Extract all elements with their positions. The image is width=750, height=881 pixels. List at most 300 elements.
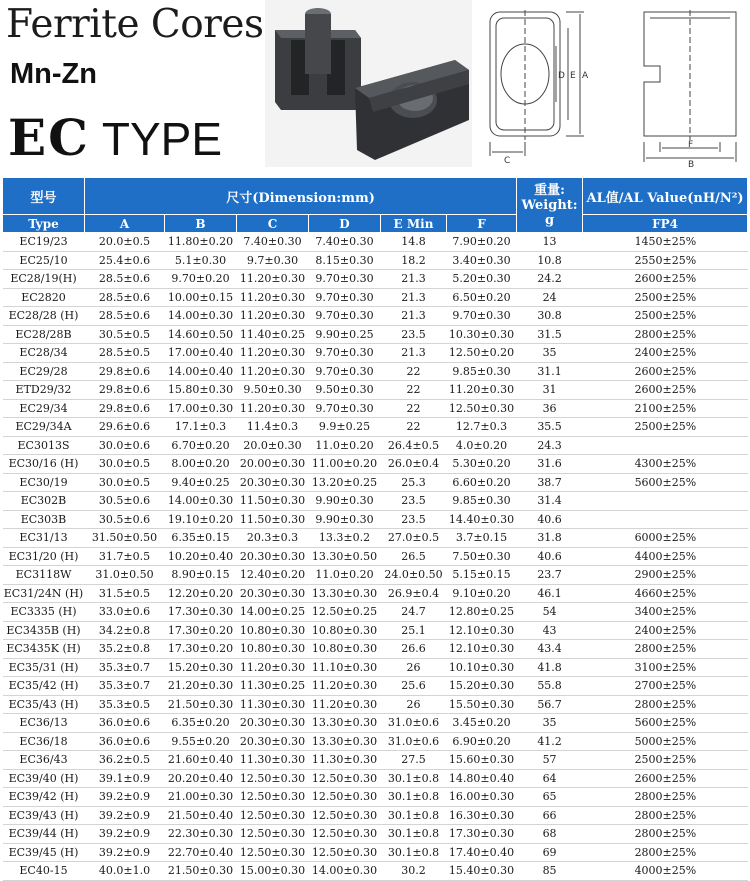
cell-d: 13.30±0.30 [309,714,381,733]
table-row [3,529,748,548]
cell-weight: 54 [517,603,583,622]
cell-type: EC31/13 [3,529,85,548]
cell-b: 21.50±0.40 [165,806,237,825]
cell-a: 36.2±0.5 [85,751,165,770]
cell-weight: 31.8 [517,529,583,548]
cell-e-min: 23.5 [381,510,447,529]
cell-e-min: 23.5 [381,325,447,344]
cell-c: 12.50±0.30 [237,825,309,844]
cell-type: EC3335 (H) [3,603,85,622]
cell-f: 15.20±0.30 [447,677,517,696]
cell-type: EC35/43 (H) [3,695,85,714]
cell-al-value: 2600±25% [583,769,748,788]
cell-weight: 56.7 [517,695,583,714]
cell-type: EC28/34 [3,344,85,363]
table-row [3,325,748,344]
cell-a: 30.0±0.6 [85,436,165,455]
cell-d: 11.10±0.30 [309,658,381,677]
cell-weight: 35 [517,714,583,733]
cell-e-min: 26.5 [381,547,447,566]
cell-weight: 40.6 [517,547,583,566]
cell-f: 15.40±0.30 [447,862,517,881]
header-weight: 重量: Weight: g [517,178,583,233]
cell-al-value: 5600±25% [583,714,748,733]
cell-type: EC39/43 (H) [3,806,85,825]
table-row [3,492,748,511]
cell-f: 5.30±0.20 [447,455,517,474]
dim-label-b: B [688,160,695,168]
cell-d: 9.90±0.30 [309,510,381,529]
cell-type: EC303B [3,510,85,529]
cell-b: 8.90±0.15 [165,566,237,585]
cell-al-value [583,436,748,455]
cell-a: 30.5±0.6 [85,510,165,529]
cell-weight: 24 [517,288,583,307]
cell-f: 7.50±0.30 [447,547,517,566]
table-row [3,547,748,566]
cell-a: 29.8±0.6 [85,362,165,381]
table-row [3,862,748,881]
table-row [3,640,748,659]
cell-type: EC3435B (H) [3,621,85,640]
cell-b: 21.00±0.30 [165,788,237,807]
cell-type: EC2820 [3,288,85,307]
cell-e-min: 27.0±0.5 [381,529,447,548]
cell-b: 20.20±0.40 [165,769,237,788]
cell-d: 9.70±0.30 [309,362,381,381]
cell-type: EC25/10 [3,251,85,270]
cell-e-min: 21.3 [381,344,447,363]
core-type-word: TYPE [101,113,223,165]
cell-f: 12.80±0.25 [447,603,517,622]
cell-b: 14.00±0.40 [165,362,237,381]
cell-al-value: 2800±25% [583,640,748,659]
col-header-c: C [237,215,309,233]
core-type-code: EC [8,108,90,167]
cell-e-min: 30.2 [381,862,447,881]
cell-f: 17.40±0.40 [447,843,517,862]
cell-al-value: 4300±25% [583,455,748,474]
cell-al-value: 5600±25% [583,473,748,492]
table-row [3,769,748,788]
table-row [3,584,748,603]
cell-weight: 55.8 [517,677,583,696]
front-view-drawing [482,6,594,168]
col-header-f: F [447,215,517,233]
cell-c: 12.50±0.30 [237,806,309,825]
cell-a: 30.5±0.6 [85,492,165,511]
cell-al-value: 2500±25% [583,307,748,326]
cell-d: 9.70±0.30 [309,288,381,307]
cell-type: EC40-15 [3,862,85,881]
dim-label-d: D [558,71,565,81]
cell-f: 10.10±0.30 [447,658,517,677]
cell-c: 20.30±0.30 [237,714,309,733]
cell-f: 6.50±0.20 [447,288,517,307]
cell-a: 29.8±0.6 [85,381,165,400]
cell-a: 31.50±0.50 [85,529,165,548]
table-row [3,603,748,622]
cell-c: 7.40±0.30 [237,233,309,252]
cell-b: 10.20±0.40 [165,547,237,566]
cell-weight: 10.8 [517,251,583,270]
cell-type: EC29/34A [3,418,85,437]
cell-type: EC29/34 [3,399,85,418]
cell-f: 7.90±0.20 [447,233,517,252]
cell-b: 17.30±0.20 [165,621,237,640]
cell-a: 30.5±0.5 [85,325,165,344]
cell-e-min: 30.1±0.8 [381,788,447,807]
cell-f: 9.70±0.30 [447,307,517,326]
cell-e-min: 26.4±0.5 [381,436,447,455]
table-row [3,806,748,825]
cell-al-value: 2800±25% [583,325,748,344]
cell-d: 10.80±0.30 [309,640,381,659]
cell-a: 39.2±0.9 [85,788,165,807]
cell-c: 20.30±0.30 [237,584,309,603]
header-dimension: 尺寸(Dimension:mm) [85,178,517,215]
cell-c: 10.80±0.30 [237,640,309,659]
cell-c: 11.40±0.25 [237,325,309,344]
cell-b: 10.00±0.15 [165,288,237,307]
cell-a: 39.2±0.9 [85,843,165,862]
cell-al-value: 2100±25% [583,399,748,418]
cell-e-min: 21.3 [381,288,447,307]
cell-c: 11.30±0.30 [237,695,309,714]
cell-type: EC39/40 (H) [3,769,85,788]
cell-d: 12.50±0.25 [309,603,381,622]
cell-a: 31.0±0.50 [85,566,165,585]
cell-f: 15.60±0.30 [447,751,517,770]
col-header-d: D [309,215,381,233]
cell-weight: 43 [517,621,583,640]
cell-e-min: 21.3 [381,270,447,289]
cell-f: 3.7±0.15 [447,529,517,548]
cell-f: 12.10±0.30 [447,640,517,659]
cell-a: 28.5±0.6 [85,288,165,307]
cell-b: 17.00±0.30 [165,399,237,418]
cell-al-value [583,492,748,511]
cell-f: 15.50±0.30 [447,695,517,714]
cell-a: 31.5±0.5 [85,584,165,603]
cell-al-value: 2900±25% [583,566,748,585]
cell-f: 16.00±0.30 [447,788,517,807]
cell-e-min: 26 [381,695,447,714]
cell-weight: 40.6 [517,510,583,529]
cell-c: 11.50±0.30 [237,510,309,529]
table-row [3,455,748,474]
cell-f: 11.20±0.30 [447,381,517,400]
cell-d: 12.50±0.30 [309,843,381,862]
cell-weight: 85 [517,862,583,881]
cell-e-min: 26 [381,658,447,677]
cell-a: 36.0±0.6 [85,714,165,733]
cell-weight: 31.6 [517,455,583,474]
cell-weight: 57 [517,751,583,770]
cell-f: 9.85±0.30 [447,362,517,381]
cell-c: 12.40±0.20 [237,566,309,585]
cell-al-value: 2600±25% [583,270,748,289]
cell-type: EC39/42 (H) [3,788,85,807]
cell-a: 28.5±0.6 [85,270,165,289]
cell-e-min: 31.0±0.6 [381,714,447,733]
cell-a: 35.3±0.7 [85,677,165,696]
cell-e-min: 22 [381,399,447,418]
cell-d: 11.0±0.20 [309,436,381,455]
cell-d: 10.80±0.30 [309,621,381,640]
table-row [3,714,748,733]
cell-d: 14.00±0.30 [309,862,381,881]
dim-label-c: C [504,156,511,166]
cell-type: EC35/31 (H) [3,658,85,677]
table-row [3,399,748,418]
cell-type: EC19/23 [3,233,85,252]
cell-e-min: 27.5 [381,751,447,770]
cell-b: 8.00±0.20 [165,455,237,474]
cell-f: 12.7±0.3 [447,418,517,437]
cell-type: ETD29/32 [3,381,85,400]
cell-a: 29.8±0.6 [85,399,165,418]
cell-f: 6.90±0.20 [447,732,517,751]
table-row [3,362,748,381]
core-type-label [8,108,222,167]
col-header-fp4: FP4 [583,215,748,233]
cell-al-value: 3100±25% [583,658,748,677]
table-row [3,307,748,326]
cell-e-min: 23.5 [381,492,447,511]
cell-c: 11.20±0.30 [237,399,309,418]
cell-al-value: 2800±25% [583,695,748,714]
table-row [3,566,748,585]
cell-b: 9.40±0.25 [165,473,237,492]
cell-al-value: 3400±25% [583,603,748,622]
cell-weight: 64 [517,769,583,788]
cell-al-value: 2700±25% [583,677,748,696]
cell-b: 19.10±0.20 [165,510,237,529]
cell-d: 9.70±0.30 [309,307,381,326]
cell-al-value: 1450±25% [583,233,748,252]
cell-f: 12.50±0.30 [447,399,517,418]
dim-label-e: E [570,71,576,81]
cell-type: EC36/43 [3,751,85,770]
cell-type: EC302B [3,492,85,511]
cell-b: 22.30±0.30 [165,825,237,844]
cell-al-value: 2400±25% [583,621,748,640]
cell-c: 11.50±0.30 [237,492,309,511]
cell-c: 11.20±0.30 [237,270,309,289]
cell-f: 17.30±0.30 [447,825,517,844]
cell-e-min: 26.0±0.4 [381,455,447,474]
cell-d: 13.3±0.2 [309,529,381,548]
cell-al-value: 2400±25% [583,344,748,363]
cell-d: 8.15±0.30 [309,251,381,270]
material-label: Mn-Zn [10,58,97,90]
cell-d: 13.30±0.30 [309,732,381,751]
cell-c: 11.30±0.25 [237,677,309,696]
cell-type: EC36/13 [3,714,85,733]
cell-d: 9.70±0.30 [309,399,381,418]
ferrite-core-photo [265,0,472,167]
cell-d: 11.0±0.20 [309,566,381,585]
page-title: Ferrite Cores [6,2,264,47]
cell-a: 40.0±1.0 [85,862,165,881]
cell-e-min: 30.1±0.8 [381,825,447,844]
cell-c: 11.20±0.30 [237,344,309,363]
cell-d: 9.9±0.25 [309,418,381,437]
cell-c: 20.30±0.30 [237,732,309,751]
cell-f: 3.45±0.20 [447,714,517,733]
cell-weight: 24.3 [517,436,583,455]
cell-b: 9.55±0.20 [165,732,237,751]
cell-c: 11.20±0.30 [237,288,309,307]
cell-f: 5.20±0.30 [447,270,517,289]
cell-c: 11.20±0.30 [237,658,309,677]
cell-type: EC35/42 (H) [3,677,85,696]
cell-a: 28.5±0.6 [85,307,165,326]
cell-al-value: 2500±25% [583,288,748,307]
table-row [3,788,748,807]
cell-a: 29.6±0.6 [85,418,165,437]
cell-d: 9.50±0.30 [309,381,381,400]
page-header [0,0,750,176]
cell-weight: 31.1 [517,362,583,381]
cell-c: 12.50±0.30 [237,843,309,862]
cell-c: 15.00±0.30 [237,862,309,881]
table-row [3,436,748,455]
cell-c: 20.00±0.30 [237,455,309,474]
cell-al-value: 4000±25% [583,862,748,881]
cell-f: 9.85±0.30 [447,492,517,511]
cell-a: 39.1±0.9 [85,769,165,788]
cell-d: 11.20±0.30 [309,677,381,696]
cell-weight: 69 [517,843,583,862]
cell-d: 12.50±0.30 [309,806,381,825]
cell-weight: 46.1 [517,584,583,603]
cell-b: 14.00±0.30 [165,492,237,511]
cell-a: 36.0±0.6 [85,732,165,751]
cell-al-value [583,510,748,529]
table-row [3,843,748,862]
cell-f: 12.10±0.30 [447,621,517,640]
cell-a: 39.2±0.9 [85,806,165,825]
cell-al-value: 5000±25% [583,732,748,751]
cell-d: 13.20±0.25 [309,473,381,492]
cell-type: EC3013S [3,436,85,455]
cell-a: 35.3±0.5 [85,695,165,714]
cell-a: 34.2±0.8 [85,621,165,640]
cell-al-value: 2800±25% [583,806,748,825]
cell-c: 9.7±0.30 [237,251,309,270]
cell-f: 4.0±0.20 [447,436,517,455]
cell-e-min: 24.7 [381,603,447,622]
cell-b: 6.35±0.20 [165,714,237,733]
cell-e-min: 21.3 [381,307,447,326]
cell-d: 11.00±0.20 [309,455,381,474]
cell-b: 21.20±0.30 [165,677,237,696]
dim-label-f: F [688,140,694,150]
cell-c: 11.4±0.3 [237,418,309,437]
cell-d: 13.30±0.30 [309,584,381,603]
cell-b: 14.00±0.30 [165,307,237,326]
side-view-drawing [636,6,746,168]
cell-e-min: 30.1±0.8 [381,843,447,862]
cell-type: EC28/28 (H) [3,307,85,326]
cell-b: 17.30±0.30 [165,603,237,622]
cell-c: 11.20±0.30 [237,362,309,381]
spec-table [2,177,748,881]
cell-f: 3.40±0.30 [447,251,517,270]
cell-type: EC30/16 (H) [3,455,85,474]
cell-type: EC29/28 [3,362,85,381]
cell-c: 20.0±0.30 [237,436,309,455]
cell-e-min: 18.2 [381,251,447,270]
cell-d: 12.50±0.30 [309,825,381,844]
cell-f: 16.30±0.30 [447,806,517,825]
table-row [3,695,748,714]
cell-weight: 13 [517,233,583,252]
cell-e-min: 26.6 [381,640,447,659]
cell-type: EC3435K (H) [3,640,85,659]
cell-type: EC31/20 (H) [3,547,85,566]
cell-b: 21.50±0.30 [165,695,237,714]
cell-e-min: 14.8 [381,233,447,252]
cell-c: 14.00±0.25 [237,603,309,622]
cell-type: EC28/19(H) [3,270,85,289]
cell-a: 30.0±0.5 [85,473,165,492]
cell-type: EC39/44 (H) [3,825,85,844]
cell-d: 7.40±0.30 [309,233,381,252]
cell-b: 15.20±0.30 [165,658,237,677]
cell-d: 9.70±0.30 [309,270,381,289]
cell-weight: 23.7 [517,566,583,585]
cell-weight: 31.5 [517,325,583,344]
cell-a: 28.5±0.5 [85,344,165,363]
cell-type: EC30/19 [3,473,85,492]
cell-e-min: 22 [381,362,447,381]
table-row [3,288,748,307]
cell-e-min: 31.0±0.6 [381,732,447,751]
table-row [3,677,748,696]
table-row [3,344,748,363]
cell-b: 17.30±0.20 [165,640,237,659]
cell-weight: 68 [517,825,583,844]
table-row [3,418,748,437]
cell-b: 17.1±0.3 [165,418,237,437]
cell-d: 12.50±0.30 [309,788,381,807]
cell-a: 35.3±0.7 [85,658,165,677]
cell-weight: 65 [517,788,583,807]
cell-c: 10.80±0.30 [237,621,309,640]
cell-weight: 30.8 [517,307,583,326]
cell-f: 9.10±0.20 [447,584,517,603]
cell-d: 9.90±0.25 [309,325,381,344]
cell-b: 17.00±0.40 [165,344,237,363]
col-header-a: A [85,215,165,233]
cell-a: 30.0±0.5 [85,455,165,474]
dim-label-a: A [582,71,589,81]
cell-d: 11.30±0.30 [309,751,381,770]
cell-c: 20.30±0.30 [237,473,309,492]
cell-d: 9.90±0.30 [309,492,381,511]
cell-c: 11.20±0.30 [237,307,309,326]
cell-e-min: 26.9±0.4 [381,584,447,603]
table-row [3,621,748,640]
cell-f: 10.30±0.30 [447,325,517,344]
cell-e-min: 25.1 [381,621,447,640]
cell-b: 6.70±0.20 [165,436,237,455]
cell-f: 14.40±0.30 [447,510,517,529]
cell-al-value: 6000±25% [583,529,748,548]
